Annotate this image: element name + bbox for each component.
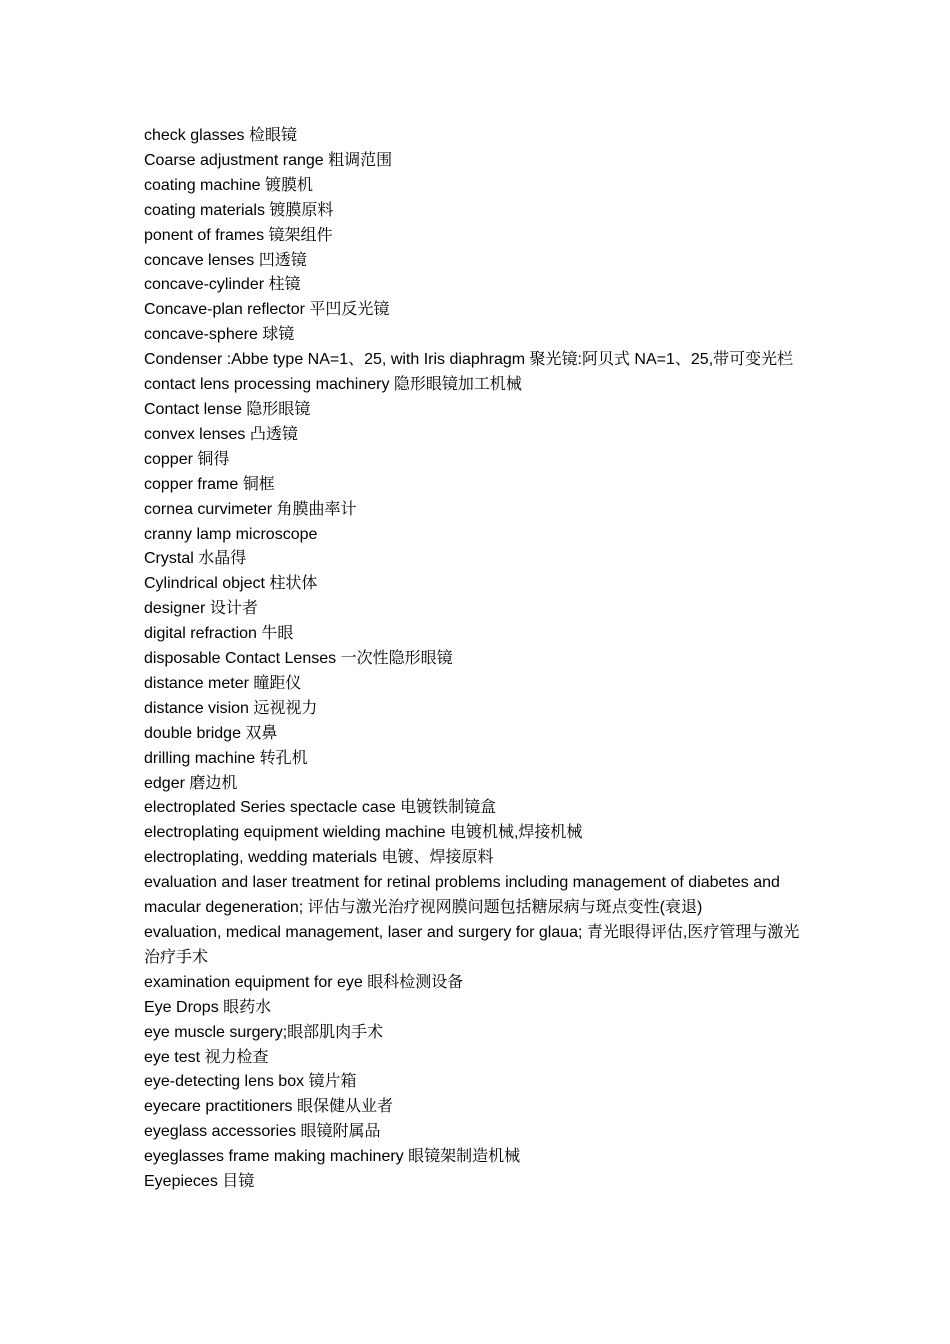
glossary-entry: copper 铜得 — [144, 450, 230, 468]
glossary-entry: distance vision 远视视力 — [144, 699, 318, 717]
glossary-entry: Crystal 水晶得 — [144, 550, 247, 568]
glossary-entry: check glasses 检眼镜 — [144, 127, 297, 144]
glossary-entry: eye test 视力检查 — [144, 1048, 269, 1066]
glossary-entry: copper frame 铜框 — [144, 475, 275, 493]
glossary-entry: cranny lamp microscope — [144, 525, 318, 543]
glossary-entry: concave lenses 凹透镜 — [144, 251, 307, 269]
glossary-entry: eye muscle surgery;眼部肌肉手术 — [144, 1023, 384, 1041]
glossary-entry: electroplating, wedding materials 电镀、焊接原料 — [144, 849, 494, 867]
glossary-entry: ponent of frames 镜架组件 — [144, 226, 333, 244]
glossary-entry: digital refraction 牛眼 — [144, 625, 294, 643]
glossary-entry: concave-sphere 球镜 — [144, 326, 295, 344]
glossary-entry: eyeglasses frame making machinery 眼镜架制造机械 — [144, 1148, 521, 1166]
glossary-entry: coating machine 镀膜机 — [144, 176, 313, 194]
glossary-entry: evaluation and laser treatment for retinal problems including management of diabetes and macular degeneration; 评估与激光治疗视网膜问题包括糖尿病与斑点变性(衰退) — [144, 874, 780, 917]
glossary-entry: double bridge 双鼻 — [144, 724, 278, 742]
glossary-entry: examination equipment for eye 眼科检测设备 — [144, 973, 464, 991]
glossary-entry: disposable Contact Lenses 一次性隐形眼镜 — [144, 650, 453, 668]
glossary-entry: electroplating equipment wielding machine 电镀机械,焊接机械 — [144, 824, 583, 842]
glossary-entry: distance meter 瞳距仪 — [144, 674, 302, 692]
glossary-entry: drilling machine 转孔机 — [144, 749, 308, 767]
glossary-entry: coating materials 镀膜原料 — [144, 201, 334, 219]
glossary-entry: Coarse adjustment range 粗调范围 — [144, 151, 393, 169]
glossary-entry: Condenser :Abbe type NA=1、25, with Iris diaphragm 聚光镜:阿贝式 NA=1、25,带可变光栏 — [144, 351, 794, 369]
glossary-entry: eyeglass accessories 眼镜附属品 — [144, 1123, 381, 1141]
glossary-entry: concave-cylinder 柱镜 — [144, 276, 301, 294]
glossary-entry: evaluation, medical management, laser and surgery for glaua; 青光眼得评估,医疗管理与激光治疗手术 — [144, 924, 800, 966]
glossary-entry: cornea curvimeter 角膜曲率计 — [144, 500, 357, 518]
glossary-entry: contact lens processing machinery 隐形眼镜加工机械 — [144, 376, 522, 394]
glossary-entry: eye-detecting lens box 镜片箱 — [144, 1073, 357, 1091]
glossary-list — [144, 124, 814, 1195]
glossary-entry: convex lenses 凸透镜 — [144, 425, 298, 443]
glossary-entry: edger 磨边机 — [144, 774, 238, 792]
glossary-entry: electroplated Series spectacle case 电镀铁制镜盒 — [144, 799, 497, 817]
glossary-entry: eyecare practitioners 眼保健从业者 — [144, 1098, 393, 1116]
glossary-entry: Cylindrical object 柱状体 — [144, 575, 318, 593]
glossary-entry: Eyepieces 目镜 — [144, 1173, 255, 1191]
glossary-entry: Concave-plan reflector 平凹反光镜 — [144, 301, 390, 319]
glossary-entry: Contact lense 隐形眼镜 — [144, 400, 311, 418]
glossary-entry: designer 设计者 — [144, 600, 258, 618]
glossary-entry: Eye Drops 眼药水 — [144, 998, 272, 1016]
